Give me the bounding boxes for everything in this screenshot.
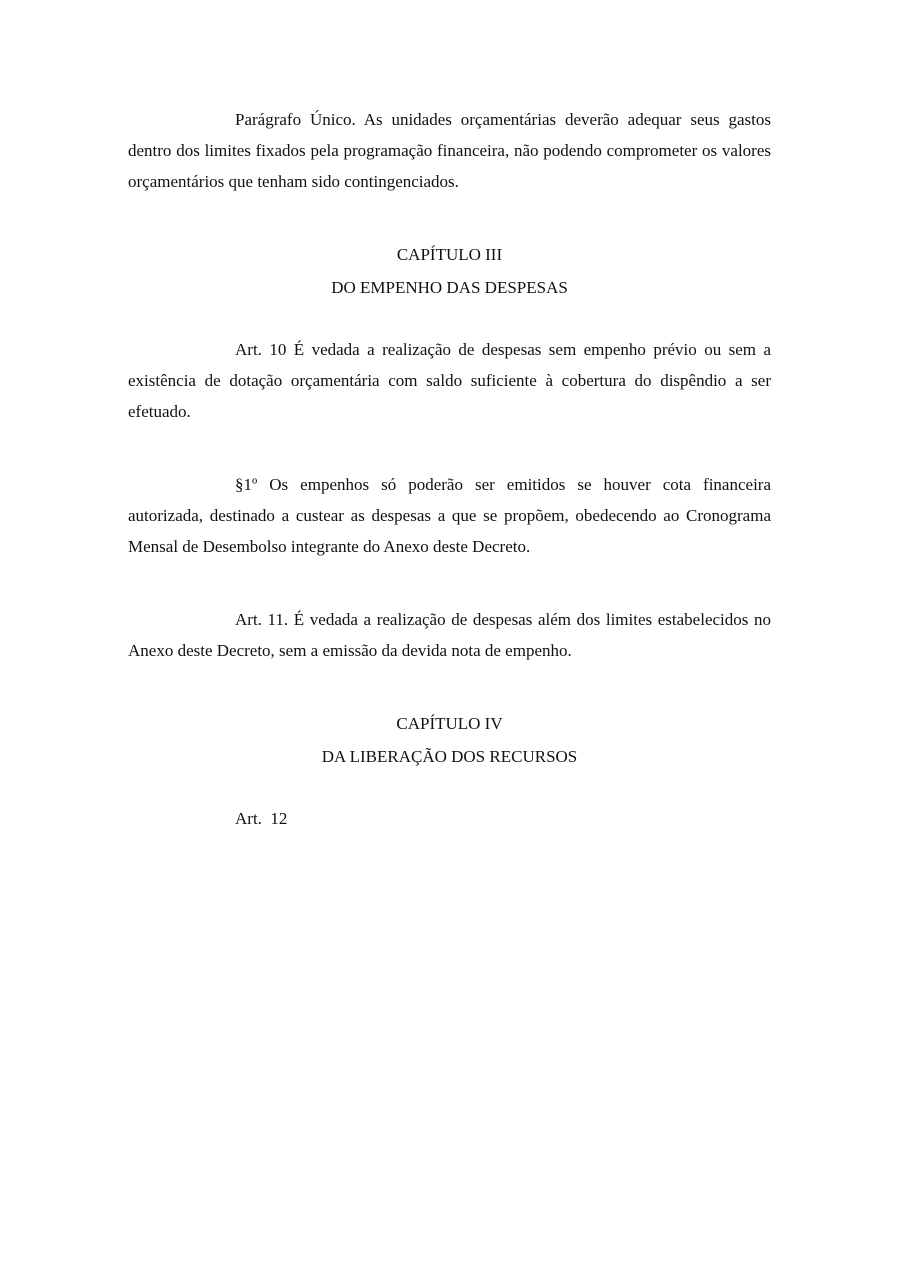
chapter-iii-title: DO EMPENHO DAS DESPESAS xyxy=(331,278,568,297)
document-page xyxy=(128,104,771,834)
article-10: Art. 10 É vedada a realização de despesas sem empenho prévio ou sem a existência de dotação orçamentária com saldo suficiente à cobertura do dispêndio a ser efetuado. xyxy=(128,340,771,421)
chapter-iii-number: CAPÍTULO III xyxy=(396,245,503,264)
article-12: Art. 12 xyxy=(235,809,288,828)
article-11: Art. 11. É vedada a realização de despesas além dos limites estabelecidos no Anexo deste Decreto, sem a emissão da devida nota de empenho. xyxy=(128,610,771,660)
article-10-paragraph-1: §1º Os empenhos só poderão ser emitidos se houver cota financeira autorizada, destinado a custear as despesas a que se propõem, obedecendo ao Cronograma Mensal de Desembolso integrante do Anexo deste Decreto. xyxy=(128,475,771,556)
chapter-iv-number: CAPÍTULO IV xyxy=(396,714,503,733)
chapter-iv-title: DA LIBERAÇÃO DOS RECURSOS xyxy=(321,747,578,766)
paragrafo-unico: Parágrafo Único. As unidades orçamentárias deverão adequar seus gastos dentro dos limites fixados pela programação financeira, não podendo comprometer os valores orçamentários que tenham sido contingenciados. xyxy=(128,110,771,191)
